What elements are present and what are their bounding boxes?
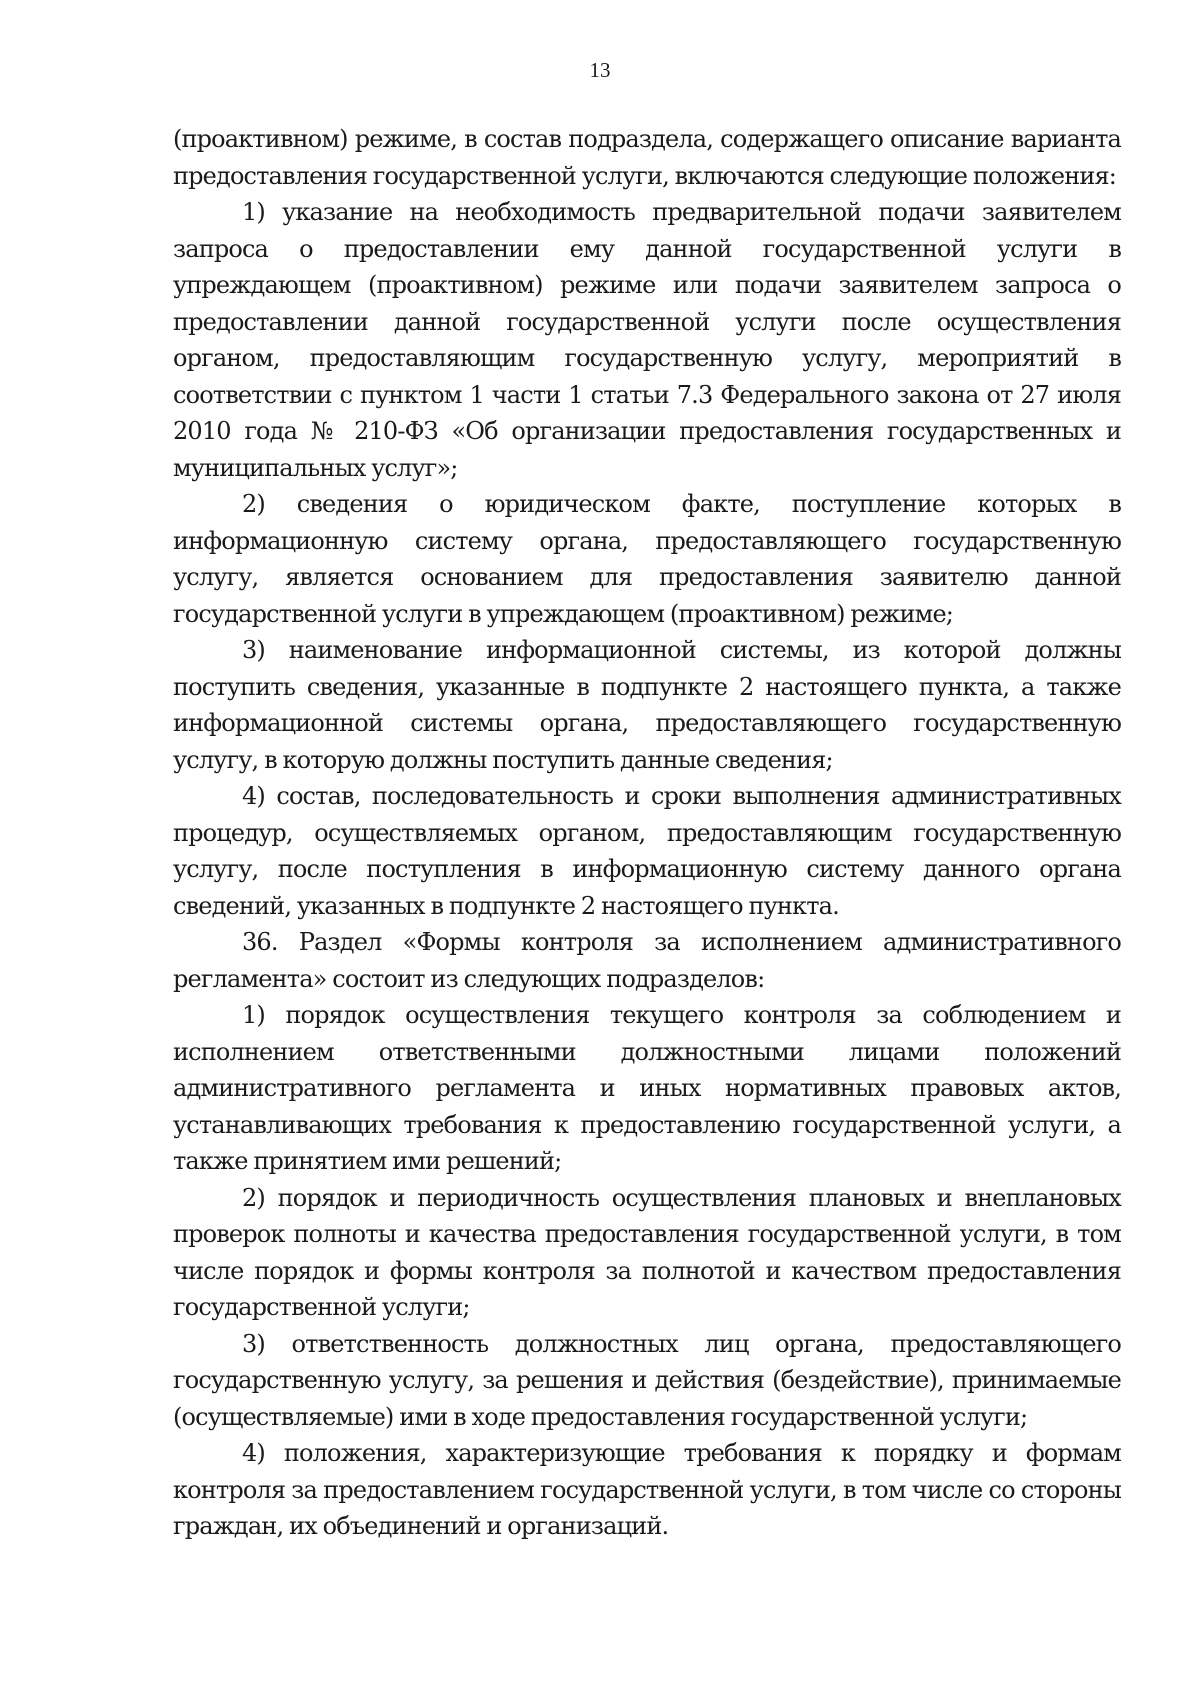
paragraph-subsection-4: 4) положения, характеризующие требования к порядку и формам контроля за предоставлением государственной услуги, в том числе со стороны граждан, их объединений и организаций. bbox=[173, 1439, 1121, 1540]
paragraph-item-1: 1) указание на необходимость предварительной подачи заявителем запроса о предоставлении ему данной государственной услуги в упреждающем (проактивном) режиме или подачи заявителем запроса о предоставлении данной государственной услуги после осуществления органом, предоставляющим государственную услугу, мероприятий в соответствии с пунктом 1 части 1 статьи 7.3 Федерального закона от 27 июля 2010 года № 210-ФЗ «Об организации предоставления государственных и муниципальных услуг»; bbox=[173, 198, 1121, 482]
page-number: 13 bbox=[589, 58, 611, 82]
paragraph-subsection-1: 1) порядок осуществления текущего контроля за соблюдением и исполнением ответственными должностными лицами положений административного регламента и иных нормативных правовых актов, устанавливающих требования к предоставлению государственной услуги, а также принятием ими решений; bbox=[173, 1001, 1121, 1175]
paragraph-section-36: 36. Раздел «Формы контроля за исполнением административного регламента» состоит из следующих подразделов: bbox=[173, 928, 1121, 993]
paragraph-item-3: 3) наименование информационной системы, из которой должны поступить сведения, указанные в подпункте 2 настоящего пункта, а также информационной системы органа, предоставляющего государственную услугу, в которую должны поступить данные сведения; bbox=[173, 636, 1121, 774]
paragraph-continuation: (проактивном) режиме, в состав подраздела, содержащего описание варианта предоставления государственной услуги, включаются следующие положения: bbox=[173, 125, 1121, 190]
paragraph-item-4: 4) состав, последовательность и сроки выполнения административных процедур, осуществляемых органом, предоставляющим государственную услугу, после поступления в информационную систему данного органа сведений, указанных в подпункте 2 настоящего пункта. bbox=[173, 782, 1121, 920]
paragraph-item-2: 2) сведения о юридическом факте, поступление которых в информационную систему органа, предоставляющего государственную услугу, является основанием для предоставления заявителю данной государственной услуги в упреждающем (проактивном) режиме; bbox=[173, 490, 1121, 628]
paragraph-subsection-3: 3) ответственность должностных лиц органа, предоставляющего государственную услугу, за решения и действия (бездействие), принимаемые (осуществляемые) ими в ходе предоставления государственной услуги; bbox=[173, 1329, 1121, 1431]
paragraph-subsection-2: 2) порядок и периодичность осуществления плановых и внеплановых проверок полноты и качества предоставления государственной услуги, в том числе порядок и формы контроля за полнотой и качеством предоставления государственной услуги; bbox=[173, 1183, 1121, 1321]
document-body bbox=[173, 121, 1121, 1545]
